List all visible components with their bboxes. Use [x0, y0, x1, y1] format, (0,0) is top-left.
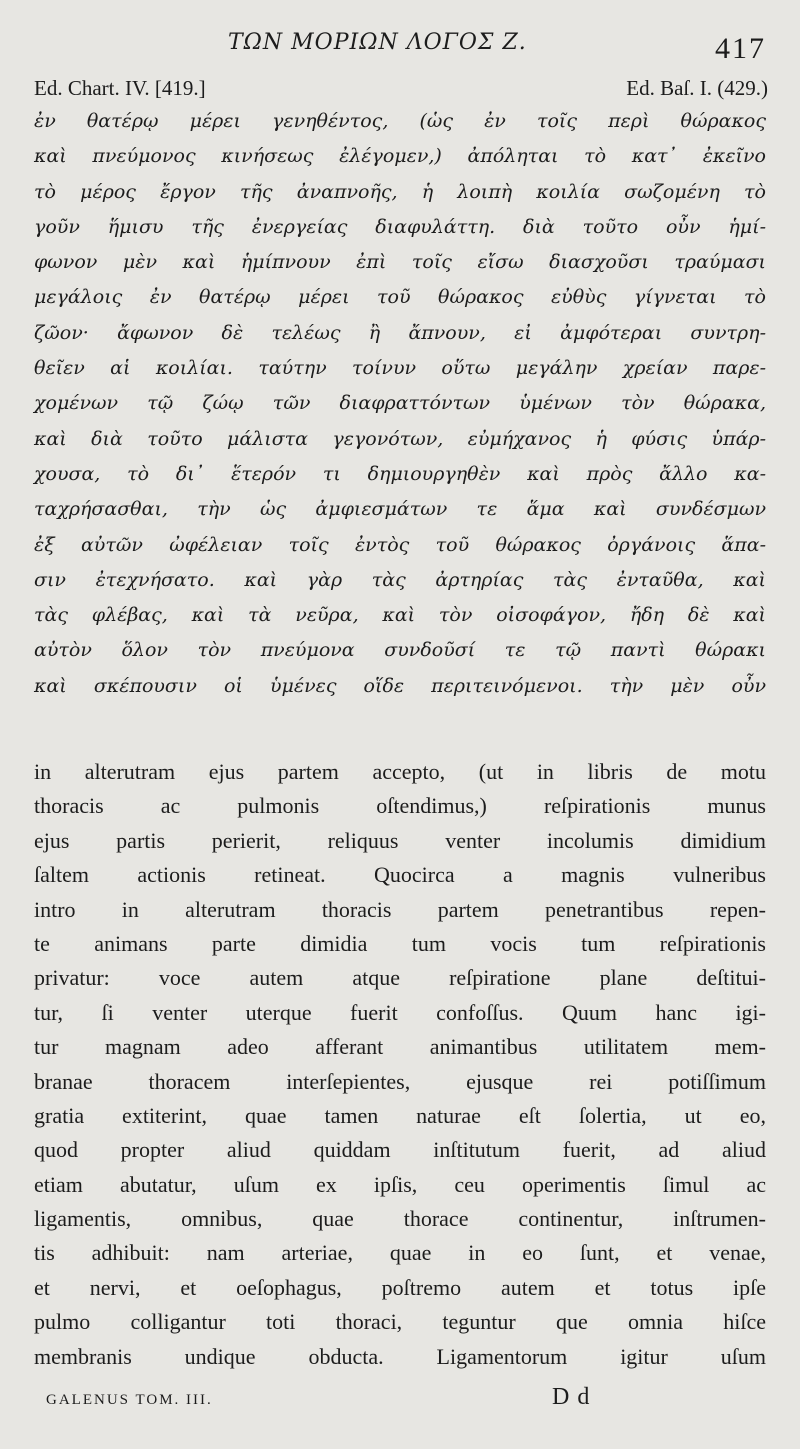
page-number: 417: [715, 32, 766, 65]
latin-text-line: ligamentis, omnibus, quae thorace continentur, inſtrumen-: [34, 1206, 766, 1232]
latin-text-line: quod propter aliud quiddam inſtitutum fuerit, ad aliud: [34, 1137, 766, 1163]
greek-text-line: ἐξ αὐτῶν ὠφέλειαν τοῖς ἐντὸς τοῦ θώρακος ὀργάνοις ἅπα-: [34, 533, 766, 556]
latin-text-line: ejus partis perierit, reliquus venter incolumis dimidium: [34, 827, 766, 853]
latin-text-line: tur, ſi venter uterque fuerit confoſſus. Quum hanc igi-: [34, 999, 766, 1025]
latin-text-line: et nervi, et oeſophagus, poſtremo autem et totus ipſe: [34, 1274, 766, 1300]
latin-text-line: intro in alterutram thoracis partem penetrantibus repen-: [34, 896, 766, 922]
greek-text-line: τὸ μέρος ἔργον τῆς ἀναπνοῆς, ἡ λοιπὴ κοιλία σωζομένη τὸ: [34, 180, 766, 203]
latin-text-line: privatur: voce autem atque reſpiratione plane deſtitui-: [34, 965, 766, 991]
greek-text-line: αὐτὸν ὅλον τὸν πνεύμονα συνδοῦσί τε τῷ παντὶ θώρακι: [34, 639, 766, 662]
latin-text-line: thoracis ac pulmonis oſtendimus,) reſpirationis munus: [34, 793, 766, 819]
latin-text-line: membranis undique obducta. Ligamentorum igitur uſum: [34, 1343, 766, 1369]
greek-text-line: γοῦν ἥμισυ τῆς ἐνεργείας διαφυλάττη. διὰ τοῦτο οὖν ἡμί-: [34, 215, 766, 238]
sheet-mark: D d: [552, 1384, 591, 1410]
footer-signature: GALENUS TOM. III.: [46, 1392, 213, 1408]
latin-text-line: ſaltem actionis retineat. Quocirca a magnis vulneribus: [34, 862, 766, 888]
latin-text-line: branae thoracem interſepientes, ejusque rei potiſſimum: [34, 1068, 766, 1094]
greek-text-line: καὶ σκέπουσιν οἱ ὑμένες οἵδε περιτεινόμενοι. τὴν μὲν οὖν: [34, 674, 766, 697]
greek-text-line: ἐν θατέρῳ μέρει γενηθέντος, (ὡς ἐν τοῖς περὶ θώρακος: [34, 110, 766, 132]
greek-text-line: φωνον μὲν καὶ ἡμίπνουν ἐπὶ τοῖς εἴσω διασχοῦσι τραύμασι: [34, 251, 766, 274]
greek-text-line: τὰς φλέβας, καὶ τὰ νεῦρα, καὶ τὸν οἰσοφάγον, ἤδη δὲ καὶ: [34, 604, 766, 627]
latin-text-line: in alterutram ejus partem accepto, (ut in libris de motu: [34, 759, 766, 784]
greek-text-line: μεγάλοις ἐν θατέρῳ μέρει τοῦ θώρακος εὐθὺς γίγνεται τὸ: [34, 286, 766, 309]
latin-text-line: gratia extiterint, quae tamen naturae eſt ſolertia, ut eo,: [34, 1102, 766, 1128]
latin-text-line: tur magnam adeo afferant animantibus utilitatem mem-: [34, 1034, 766, 1060]
edition-reference-right: Ed. Baſ. I. (429.): [626, 76, 768, 100]
latin-text-line: te animans parte dimidia tum vocis tum reſpirationis: [34, 930, 766, 956]
greek-text-block: [34, 104, 766, 704]
greek-text-line: ταχρήσασθαι, τὴν ὡς ἀμφιεσμάτων τε ἅμα καὶ συνδέσμων: [34, 498, 766, 521]
greek-text-line: σιν ἐτεχνήσατο. καὶ γὰρ τὰς ἀρτηρίας τὰς ἐνταῦθα, καὶ: [34, 568, 766, 591]
greek-text-line: καὶ διὰ τοῦτο μάλιστα γεγονότων, εὐμήχανος ἡ φύσις ὑπάρ-: [34, 427, 766, 450]
greek-text-line: ζῶον· ἄφωνον δὲ τελέως ἢ ἄπνουν, εἰ ἀμφότεραι συντρη-: [34, 321, 766, 344]
latin-text-line: tis adhibuit: nam arteriae, quae in eo ſunt, et venae,: [34, 1240, 766, 1266]
latin-text-block: [34, 755, 766, 1374]
edition-reference-left: Ed. Chart. IV. [419.]: [34, 76, 206, 100]
greek-text-line: χομένων τῷ ζώῳ τῶν διαφραττόντων ὑμένων τὸν θώρακα,: [34, 392, 766, 415]
latin-text-line: pulmo colligantur toti thoraci, teguntur que omnia hiſce: [34, 1309, 766, 1335]
running-title: ΤΩΝ ΜΟΡΙΩΝ ΛΟΓΟΣ Ζ.: [228, 30, 527, 55]
latin-text-line: etiam abutatur, uſum ex ipſis, ceu operimentis ſimul ac: [34, 1171, 766, 1197]
greek-text-line: θεῖεν αἱ κοιλίαι. ταύτην τοίνυν οὕτω μεγάλην χρείαν παρε-: [34, 357, 766, 380]
greek-text-line: καὶ πνεύμονος κινήσεως ἐλέγομεν,) ἀπόληται τὸ κατ᾽ ἐκεῖνο: [34, 145, 766, 168]
greek-text-line: χουσα, τὸ δι᾽ ἕτερόν τι δημιουργηθὲν καὶ πρὸς ἄλλο κα-: [34, 462, 766, 485]
